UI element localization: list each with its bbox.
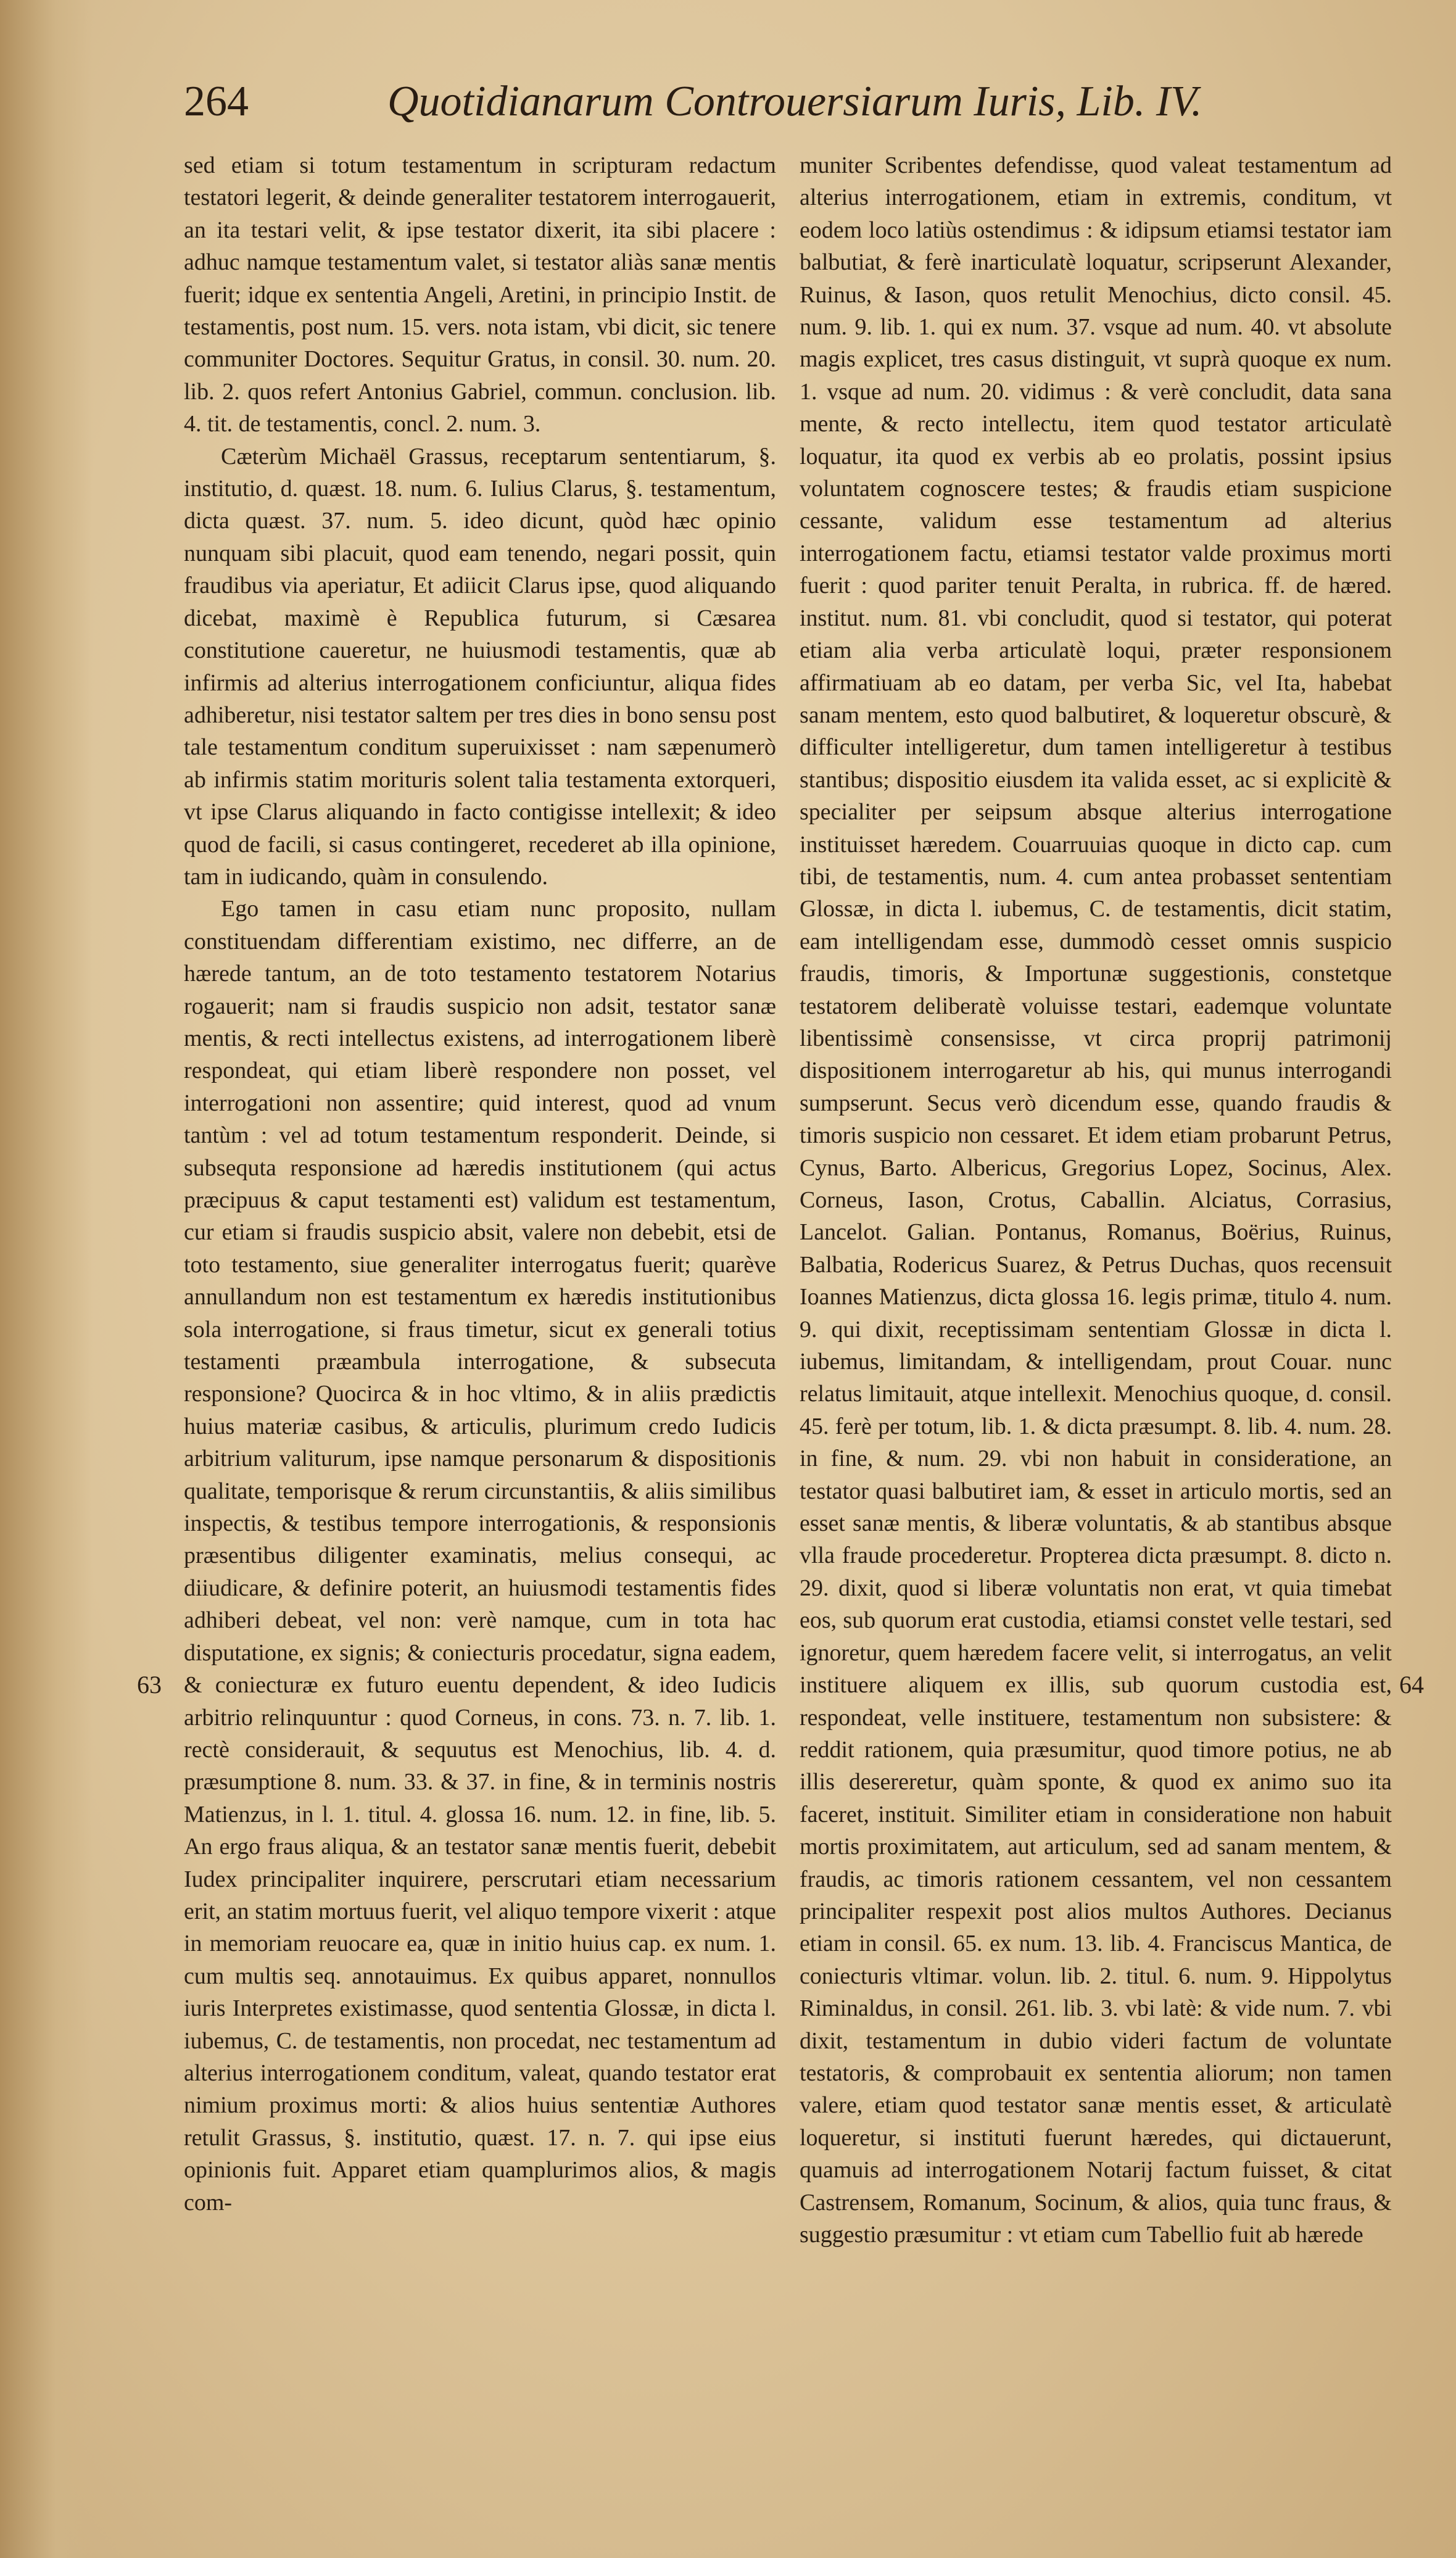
left-paragraph-1: sed etiam si totum testamentum in scripturam redactum testatori legerit, & deinde generaliter testatorem interrogauerit, an ita testari velit, & ipse testator dixerit, ita sibi placere : adhuc namque testamentum valet, si testator aliàs sanæ mentis fuerit; idque ex sententia Angeli, Aretini, in principio Instit. de testamentis, post num. 15. vers. nota istam, vbi dicit, sic tenere communiter Doctores. Sequitur Gratus, in consil. 30. num. 20. lib. 2. quos refert Antonius Gabriel, commun. conclusion. lib. 4. tit. de testamentis, concl. 2. num. 3. [184, 152, 776, 437]
page-header [184, 74, 1245, 130]
page-edge-shading [0, 0, 93, 2558]
left-column [184, 149, 776, 2525]
right-column [800, 149, 1392, 2525]
left-paragraph-2: Cæterùm Michaël Grassus, receptarum sententiarum, §. institutio, d. quæst. 18. num. 6. Iulius Clarus, §. testamentum, dicta quæst. 37. num. 5. ideo dicunt, quòd hæc opinio nunquam sibi placuit, quod eam tenendo, negari possit, quin fraudibus via aperiatur, Et adiicit Clarus ipse, quod aliquando dicebat, maximè è Republica futurum, si Cæsarea constitutione caueretur, ne huiusmodi testamentis, quæ ab infirmis ad alterius interrogationem conficiuntur, aliqua fides adhiberetur, nisi testator saltem per tres dies in bono sensu post tale testamentum conditum superuixisset : nam sæpenumerò ab infirmis statim morituris solent talia testamenta extorqueri, vt ipse Clarus aliquando in facto contigisse intellexit; & ideo quod de facili, si casus contingeret, recederet ab illa opinione, tam in iudicando, quàm in consulendo. [184, 443, 776, 890]
running-title: Quotidianarum Controuersiarum Iuris, Lib. IV. [387, 78, 1202, 125]
left-paragraph-3: Ego tamen in casu etiam nunc proposito, nullam constituendam differentiam existimo, nec differre, an de hærede tantum, an de toto testamento testatorem Notarius rogauerit; nam si fraudis suspicio non adsit, testator sanæ mentis, & recti intellectus existens, ad interrogationem liberè respondeat, qui etiam liberè respondere non posset, vel interrogationi non assentire; quid interest, quod ad vnum tantùm : vel ad totum testamentum responderit. Deinde, si subsequta responsione ad hæredis institutionem (qui actus præcipuus & caput testamenti est) validum est testamentum, cur etiam si fraudis suspicio absit, valere non debebit, etsi de toto testamento, siue generaliter interrogatus fuerit; quarève annullandum non est testamentum ex hæredis institutionibus sola interrogatione, si fraus timetur, sicut ex generali totius testamenti præambula interrogatione, & subsecuta responsione? Quocirca & in hoc vltimo, & in aliis prædictis huius materiæ casibus, & articulis, plurimum credo Iudicis arbitrium valiturum, ipse namque personarum & dispositionis qualitate, temporisque & rerum circunstantiis, & aliis similibus inspectis, & testibus tempore interrogationis, & responsionis præsentibus diligenter examinatis, melius consequi, ac diiudicare, & definire poterit, an huiusmodi testamentis fides adhiberi debeat, vel non: verè namque, cum in tota hac disputatione, ex signis; & coniecturis procedatur, signa eadem, & coniecturæ ex futuro euentu dependent, & ideo Iudicis arbitrio relinquuntur : quod Corneus, in cons. 73. n. 7. lib. 1. rectè considerauit, & sequutus est Menochius, lib. 4. d. præsumptione 8. num. 33. & 37. in fine, & in terminis nostris Matienzus, in l. 1. titul. 4. glossa 16. num. 12. in fine, lib. 5. An ergo fraus aliqua, & an testator sanæ mentis fuerit, debebit Iudex principaliter inquirere, perscrutari etiam necessarium erit, an statim mortuus fuerit, vel aliquo tempore vixerit : atque in memoriam reuocare ea, quæ in initio huius cap. ex num. 1. cum multis seq. annotauimus. Ex quibus apparet, nonnullos iuris Interpretes existimasse, quod sententia Glossæ, in dicta l. iubemus, C. de testamentis, non procedat, nec testamentum ad alterius interrogationem conditum, valeat, quando testator erat nimium proximus morti: & alios huius sententiæ Authores retulit Grassus, §. institutio, quæst. 17. n. 7. qui ipse eius opinionis fuit. Apparet etiam quamplurimos alios, & magis com- [184, 896, 776, 2216]
page-number: 264 [184, 78, 249, 125]
margin-note-right: 64 [1399, 1671, 1424, 1699]
margin-note-left: 63 [137, 1671, 162, 1699]
right-paragraph-1: muniter Scribentes defendisse, quod valeat testamentum ad alterius interrogationem, etiam in extremis, conditum, vt eodem loco latiùs ostendimus : & idipsum etiamsi testator iam balbutiat, & ferè inarticulatè loquatur, scripserunt Alexander, Ruinus, & Iason, quos retulit Menochius, dicto consil. 45. num. 9. lib. 1. qui ex num. 37. vsque ad num. 40. vt absolute magis explicet, tres casus distinguit, vt suprà quoque ex num. 1. vsque ad num. 20. vidimus : & verè concludit, data sana mente, & recto intellectu, item quod testator articulatè loquatur, ita quod ex verbis ab eo prolatis, possint ipsius voluntatem cognoscere testes; & fraudis etiam suspicione cessante, validum esse testamentum ad alterius interrogationem factu, etiamsi testator valde proximus morti fuerit : quod pariter tenuit Peralta, in rubrica. ff. de hæred. institut. num. 81. vbi concludit, quod si testator, qui poterat etiam alia verba articulatè loqui, præter responsionem affirmatiuam ab eo datam, per verba Sic, vel Ita, habebat sanam mentem, esto quod balbutiret, & loqueretur obscurè, & difficulter intelligeretur, dum tamen intelligeretur à testibus stantibus; dispositio eiusdem ita valida esset, ac si explicitè & specialiter per seipsum absque alterius interrogatione instituisset hæredem. Couarruuias quoque in dicto cap. cum tibi, de testamentis, num. 4. cum antea probasset sententiam Glossæ, in dicta l. iubemus, C. de testamentis, dicit statim, eam intelligendam esse, dummodò cesset omnis suspicio fraudis, timoris, & Importunæ suggestionis, constetque testatorem deliberatè voluisse testari, eademque voluntate libentissimè consensisse, vt circa proprij patrimonij dispositionem interrogaretur ab his, qui munus interrogandi sumpserunt. Secus verò dicendum esse, quando fraudis & timoris suspicio non cessaret. Et idem etiam probarunt Petrus, Cynus, Barto. Albericus, Gregorius Lopez, Socinus, Alex. Corneus, Iason, Crotus, Caballin. Alciatus, Corrasius, Lancelot. Galian. Pontanus, Romanus, Boërius, Ruinus, Balbatia, Rodericus Suarez, & Petrus Duchas, quos recensuit Ioannes Matienzus, dicta glossa 16. legis primæ, titulo 4. num. 9. qui dixit, receptissimam sententiam Glossæ in dicta l. iubemus, limitandam, & intelligendam, prout Couar. nunc relatus limitauit, atque intellexit. Menochius quoque, d. consil. 45. ferè per totum, lib. 1. & dicta præsumpt. 8. lib. 4. num. 28. in fine, & num. 29. vbi non habuit in consideratione, an testator quasi balbutiret iam, & esset in articulo mortis, sed an esset sanæ mentis, & liberæ voluntatis, & ab stantibus absque vlla fraude procederetur. Propterea dicta præsumpt. 8. dicto n. 29. dixit, quod si liberæ voluntatis non erat, vt quia timebat eos, sub quorum erat custodia, etiamsi constet velle testari, sed ignoretur, quem hæredem facere velit, si interrogatus, an velit instituere aliquem ex illis, sub quorum custodia est, respondeat, velle instituere, testamentum non subsistere: & reddit rationem, quia præsumitur, quod timore potius, ne ab illis desereretur, quàm sponte, & quod ex animo suo ita faceret, instituit. Similiter etiam in consideratione non habuit mortis proximitatem, aut articulum, sed ad sanam mentem, & fraudis, ac timoris rationem cessantem, vel non cessantem principaliter respexit post alios multos Authores. Decianus etiam in consil. 65. ex num. 13. lib. 4. Franciscus Mantica, de coniecturis vltimar. volun. lib. 2. titul. 6. num. 9. Hippolytus Riminaldus, in consil. 261. lib. 3. vbi latè: & vide num. 7. vbi dixit, testamentum in dubio videri factum de voluntate testatoris, & comprobauit ex sententia aliorum; non tamen valere, etiam quod testator sanæ mentis esset, & articulatè loqueretur, si instituti fuerunt hæredes, qui dictauerunt, quamuis ad interrogationem Notarij factum fuisset, & citat Castrensem, Romanum, Socinum, & alios, quia tunc fraus, & suggestio præsumitur : vt etiam cum Tabellio fuit ab hærede [800, 152, 1392, 2248]
